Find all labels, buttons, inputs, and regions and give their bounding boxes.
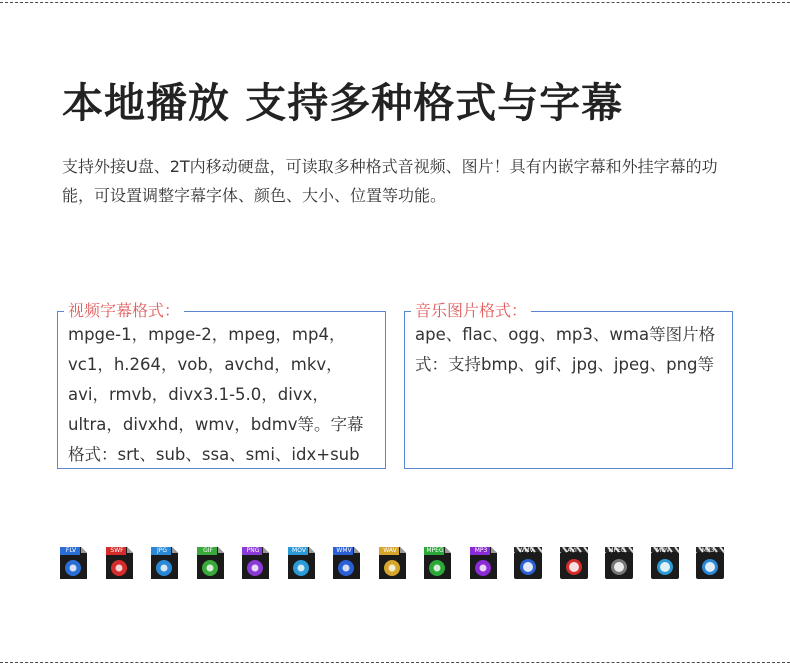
flv-file-icon-label: FLV [65, 547, 77, 554]
video-subtitle-formats-box [57, 301, 386, 469]
mpeg-file-icon-label: MPEG [426, 547, 444, 554]
bottom-dashed-divider [0, 662, 790, 663]
png-file-icon [240, 546, 270, 580]
jpg-file-icon-label: JPG [156, 547, 168, 554]
audio-formats-text: ape、flac、ogg、mp3、wma等图片格式：支持bmp、gif、jpg、jpeg、png等 [415, 325, 716, 374]
mpeg-clapper-icon [604, 546, 634, 580]
wmv-clapper-icon [513, 546, 543, 580]
mov-clapper-icon-label: MOV [656, 547, 670, 554]
audio-image-formats-box [404, 301, 733, 469]
video-formats-label: 视频字幕格式： [64, 300, 184, 322]
wav-file-icon-label: WAV [383, 547, 397, 554]
mov-clapper-icon [650, 546, 680, 580]
wav-file-icon [377, 546, 407, 580]
audio-formats-label: 音乐图片格式： [411, 300, 531, 322]
mp3-file-icon [468, 546, 498, 580]
wmv-file-icon-label: WMV [336, 547, 352, 554]
flv-file-icon [58, 546, 88, 580]
mp3-clapper-icon-label: MP3 [701, 547, 715, 554]
avi-clapper-icon [559, 546, 589, 580]
gif-file-icon [195, 546, 225, 580]
top-dashed-divider [0, 2, 790, 3]
wmv-clapper-icon-label: WMV [518, 547, 534, 554]
mpeg-file-icon [422, 546, 452, 580]
mov-file-icon-label: MOV [292, 547, 306, 554]
mpeg-clapper-icon-label: MPEG [608, 547, 626, 554]
page-title: 本地播放 支持多种格式与字幕 [62, 79, 624, 127]
jpg-file-icon [149, 546, 179, 580]
gif-file-icon-label: GIF [203, 547, 213, 554]
intro-paragraph: 支持外接U盘、2T内移动硬盘，可读取多种格式音视频、图片！具有内嵌字幕和外挂字幕的功能，可设置调整字幕字体、颜色、大小、位置等功能。 [62, 157, 718, 205]
png-file-icon-label: PNG [246, 547, 260, 554]
swf-file-icon [104, 546, 134, 580]
mov-file-icon [286, 546, 316, 580]
format-icons-row [58, 546, 738, 582]
mp3-file-icon-label: MP3 [474, 547, 488, 554]
video-formats-text: mpge-1，mpge-2，mpeg，mp4，vc1，h.264，vob，avchd，mkv，avi，rmvb，divx3.1-5.0，divx，ultra，divxhd，wmv，bdmv等。字幕格式：srt、sub、ssa、smi、idx+sub [68, 325, 364, 464]
mp3-clapper-icon [695, 546, 725, 580]
avi-clapper-icon-label: AVI [567, 547, 577, 554]
swf-file-icon-label: SWF [110, 547, 124, 554]
wmv-file-icon [331, 546, 361, 580]
